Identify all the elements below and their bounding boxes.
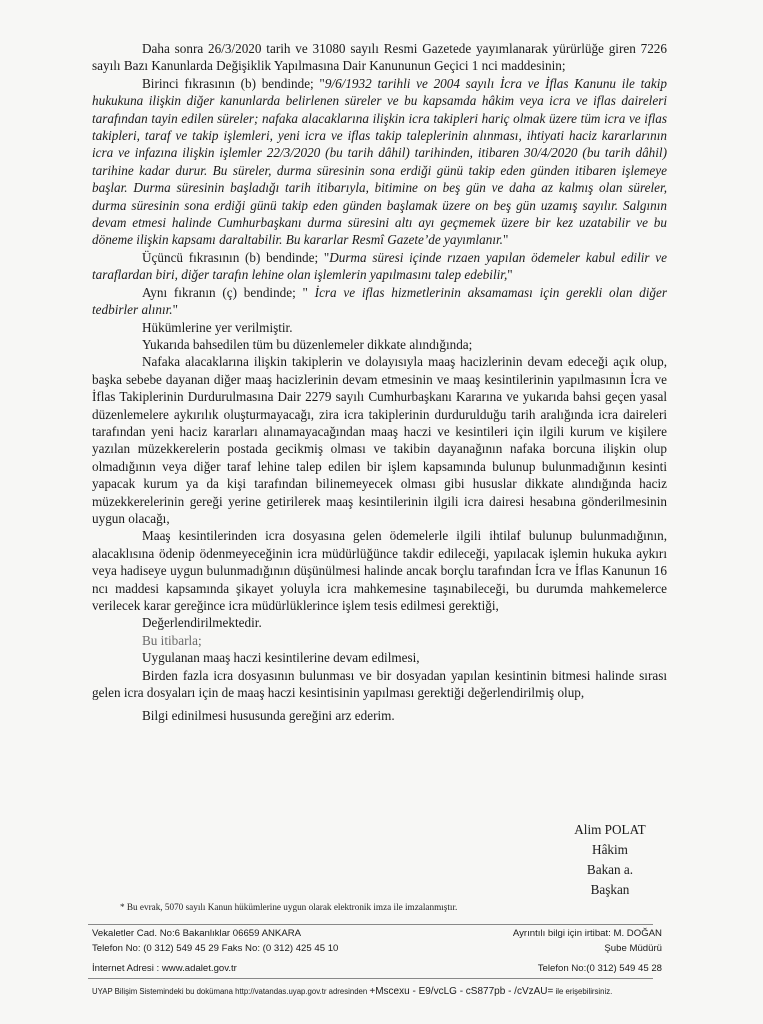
e-signature-note: * Bu evrak, 5070 sayılı Kanun hükümlerine uygun olarak elektronik imza ile imzalanmıştır.	[120, 902, 458, 912]
footer-contact: Ayrıntılı bilgi için irtibat: M. DOĞAN	[512, 928, 662, 939]
paragraph-therefore: Bu itibarla;	[142, 632, 202, 648]
clause-lead: Üçüncü fıkrasının (b) bendinde; "	[142, 249, 330, 265]
footer-phone: Telefon No:(0 312) 549 45 28	[537, 963, 662, 974]
paragraph-same-clause	[92, 284, 667, 319]
uyap-code: +Mscexu - E9/vcLG - cS877pb - /cVzAU=	[369, 986, 554, 997]
uyap-prefix: UYAP Bilişim Sistemindeki bu dokümana http://vatandas.uyap.gov.tr adresinden	[92, 987, 368, 996]
paragraph-intro: Daha sonra 26/3/2020 tarih ve 31080 sayılı Resmi Gazetede yayımlanarak yürürlüğe giren 7226 sayılı Bazı Kanunlarda Değişiklik Yapılmasına Dair Kanununun Geçici 1 nci maddesinin;	[92, 41, 667, 74]
clause-lead: Birinci fıkrasının (b) bendinde; "	[142, 75, 325, 91]
uyap-suffix: ile erişebilirsiniz.	[555, 987, 613, 996]
signature-block	[520, 820, 680, 900]
paragraph-considering: Yukarıda bahsedilen tüm bu düzenlemeler dikkate alındığında;	[142, 336, 473, 352]
paragraph-continue: Uygulanan maaş haczi kesintilerine devam edilmesi,	[142, 650, 420, 666]
footer-address: Vekaletler Cad. No:6 Bakanlıklar 06659 ANKARA	[92, 928, 302, 939]
footer	[92, 928, 662, 976]
paragraph-salary-deductions: Maaş kesintilerinden icra dosyasına gelen ödemelerle ilgili ihtilaf bulunup bulunmadığının, alacaklısına ödenip ödenmeyeceğinin icra müdürlüğünce takdir edileceği, yapılacak işlemin hukuka aykırı veya hadiseye uygun bulunmadığının düşünülmesi halinde ancak borçlu tarafından İcra ve İflas Kanunun 16 ncı maddesi kapsamında şikayet yoluyla icra mahkemesine taşınabileceği, bu durumda mahkemelerce verilecek karar gereğince icra müdürlüklerince işlem tesis edilmesi gerektiği,	[92, 528, 667, 613]
footer-row	[92, 943, 662, 956]
signer-title: Bakan a.	[586, 862, 634, 877]
letter-body	[92, 40, 667, 725]
paragraph-closing: Bilgi edinilmesi hususunda gereğini arz ederim.	[142, 708, 395, 724]
paragraph-alimony: Nafaka alacaklarına ilişkin takiplerin ve dolayısıyla maaş hacizlerinin devam edeceği açık olup, başka sebebe dayanan diğer maaş hacizlerinin devam etmesinin ve maaş kesintilerinin yapılmasının İcra ve İflas Takiplerinin Durdurulmasına Dair 2279 sayılı Cumhurbaşkanı Kararına ve yukarıda bahsi geçen yasal düzenlemelere aykırılık oluşturmayacağı, zira icra takiplerinin durdurulduğu tarih aralığında icra daireleri tarafından yeni haciz kararları alınamayacağından maaş haczi ve kesintileri için ilgili kurum ve kişilere yazılan müzekkerelerin postada gecikmiş olması ve takibin dayanağının nafaka borcuna ilişkin olup olmadığının veya diğer taraf lehine talep edilen bir işlem kapsamında bulunup bulunmadığının kesinti yapacak kurum ya da kişi tarafından bilinemeyecek olması gibi hususlar dikkate alındığında haciz müzekkerelerinin gereği yerine getirilerek maaş kesintilerinin ilgili icra dairesi hesabına gönderilmesinin uygun olacağı,	[92, 354, 667, 526]
footer-divider	[88, 924, 653, 925]
uyap-verification	[92, 986, 692, 997]
clause-tail: "	[507, 267, 513, 283]
clause-lead: Aynı fıkranın (ç) bendinde; "	[142, 284, 315, 300]
footer-divider	[88, 978, 653, 979]
paragraph-first-clause	[92, 75, 667, 249]
clause-tail: "	[502, 232, 509, 248]
paragraph-multiple-files: Birden fazla icra dosyasının bulunması ve bir dosyadan yapılan kesintinin bitmesi halinde sırası gelen icra dosyaları için de maaş haczi kesintisinin yapılması gerektiği değerlendirilmiş olup,	[92, 667, 667, 701]
paragraph-provisions: Hükümlerine yer verilmiştir.	[142, 319, 293, 335]
clause-tail: "	[172, 302, 178, 318]
clause-quote: Durma süresi içinde rızaen yapılan ödemeler kabul edilir ve taraflardan biri, diğer tarafın lehine olan işlemlerin yapılmasını talep edebilir,	[92, 249, 667, 283]
footer-phone-fax: Telefon No: (0 312) 549 45 29 Faks No: (0 312) 425 45 10	[92, 942, 339, 954]
footer-row	[92, 963, 662, 976]
footer-role: Şube Müdürü	[604, 942, 662, 954]
footer-web: İnternet Adresi : www.adalet.gov.tr	[92, 963, 237, 974]
signer-title: Hâkim	[592, 842, 628, 857]
footer-row	[92, 928, 662, 941]
signer-title: Başkan	[590, 882, 630, 897]
paragraph-third-clause	[92, 249, 667, 284]
signer-name: Alim POLAT	[574, 822, 646, 837]
clause-quote: İcra ve iflas hizmetlerinin aksamaması için gerekli olan diğer tedbirler alınır.	[92, 284, 668, 318]
paragraph-evaluated: Değerlendirilmektedir.	[142, 615, 262, 631]
clause-quote: 9/6/1932 tarihli ve 2004 sayılı İcra ve İflas Kanunu ile takip hukukuna ilişkin diğer kanunlarda belirlenen süreler ve bu kapsamda hâkim veya icra ve iflas daireleri tarafından tayin edilen süreler; nafaka alacaklarına ilişkin icra takipleri hariç olmak üzere tüm icra ve iflas takipleri, taraf ve takip işlemleri, yeni icra ve iflas takip taleplerinin alınması, ihtiyati haciz kararlarının icra ve infazına ilişkin işlemler 22/3/2020 (bu tarih dâhil) tarihinden, itibaren 30/4/2020 (bu tarih dâhil) tarihine kadar durur. Bu süreler, durma süresinin sona erdiği günü takip eden günden itibaren işlemeye başlar. Durma süresinin başladığı tarih itibarıyla, bitimine on beş gün ve daha az kalmış olan süreler, durma süresinin sona erdiği günü takip eden günden başlamak üzere on beş gün uzamış sayılır. Salgının devam etmesi halinde Cumhurbaşkanı durma süresini altı ayı geçmemek üzere bir kez uzatabilir ve bu döneme ilişkin kapsamı daraltabilir. Bu kararlar Resmî Gazete’de yayımlanır.	[92, 75, 667, 248]
